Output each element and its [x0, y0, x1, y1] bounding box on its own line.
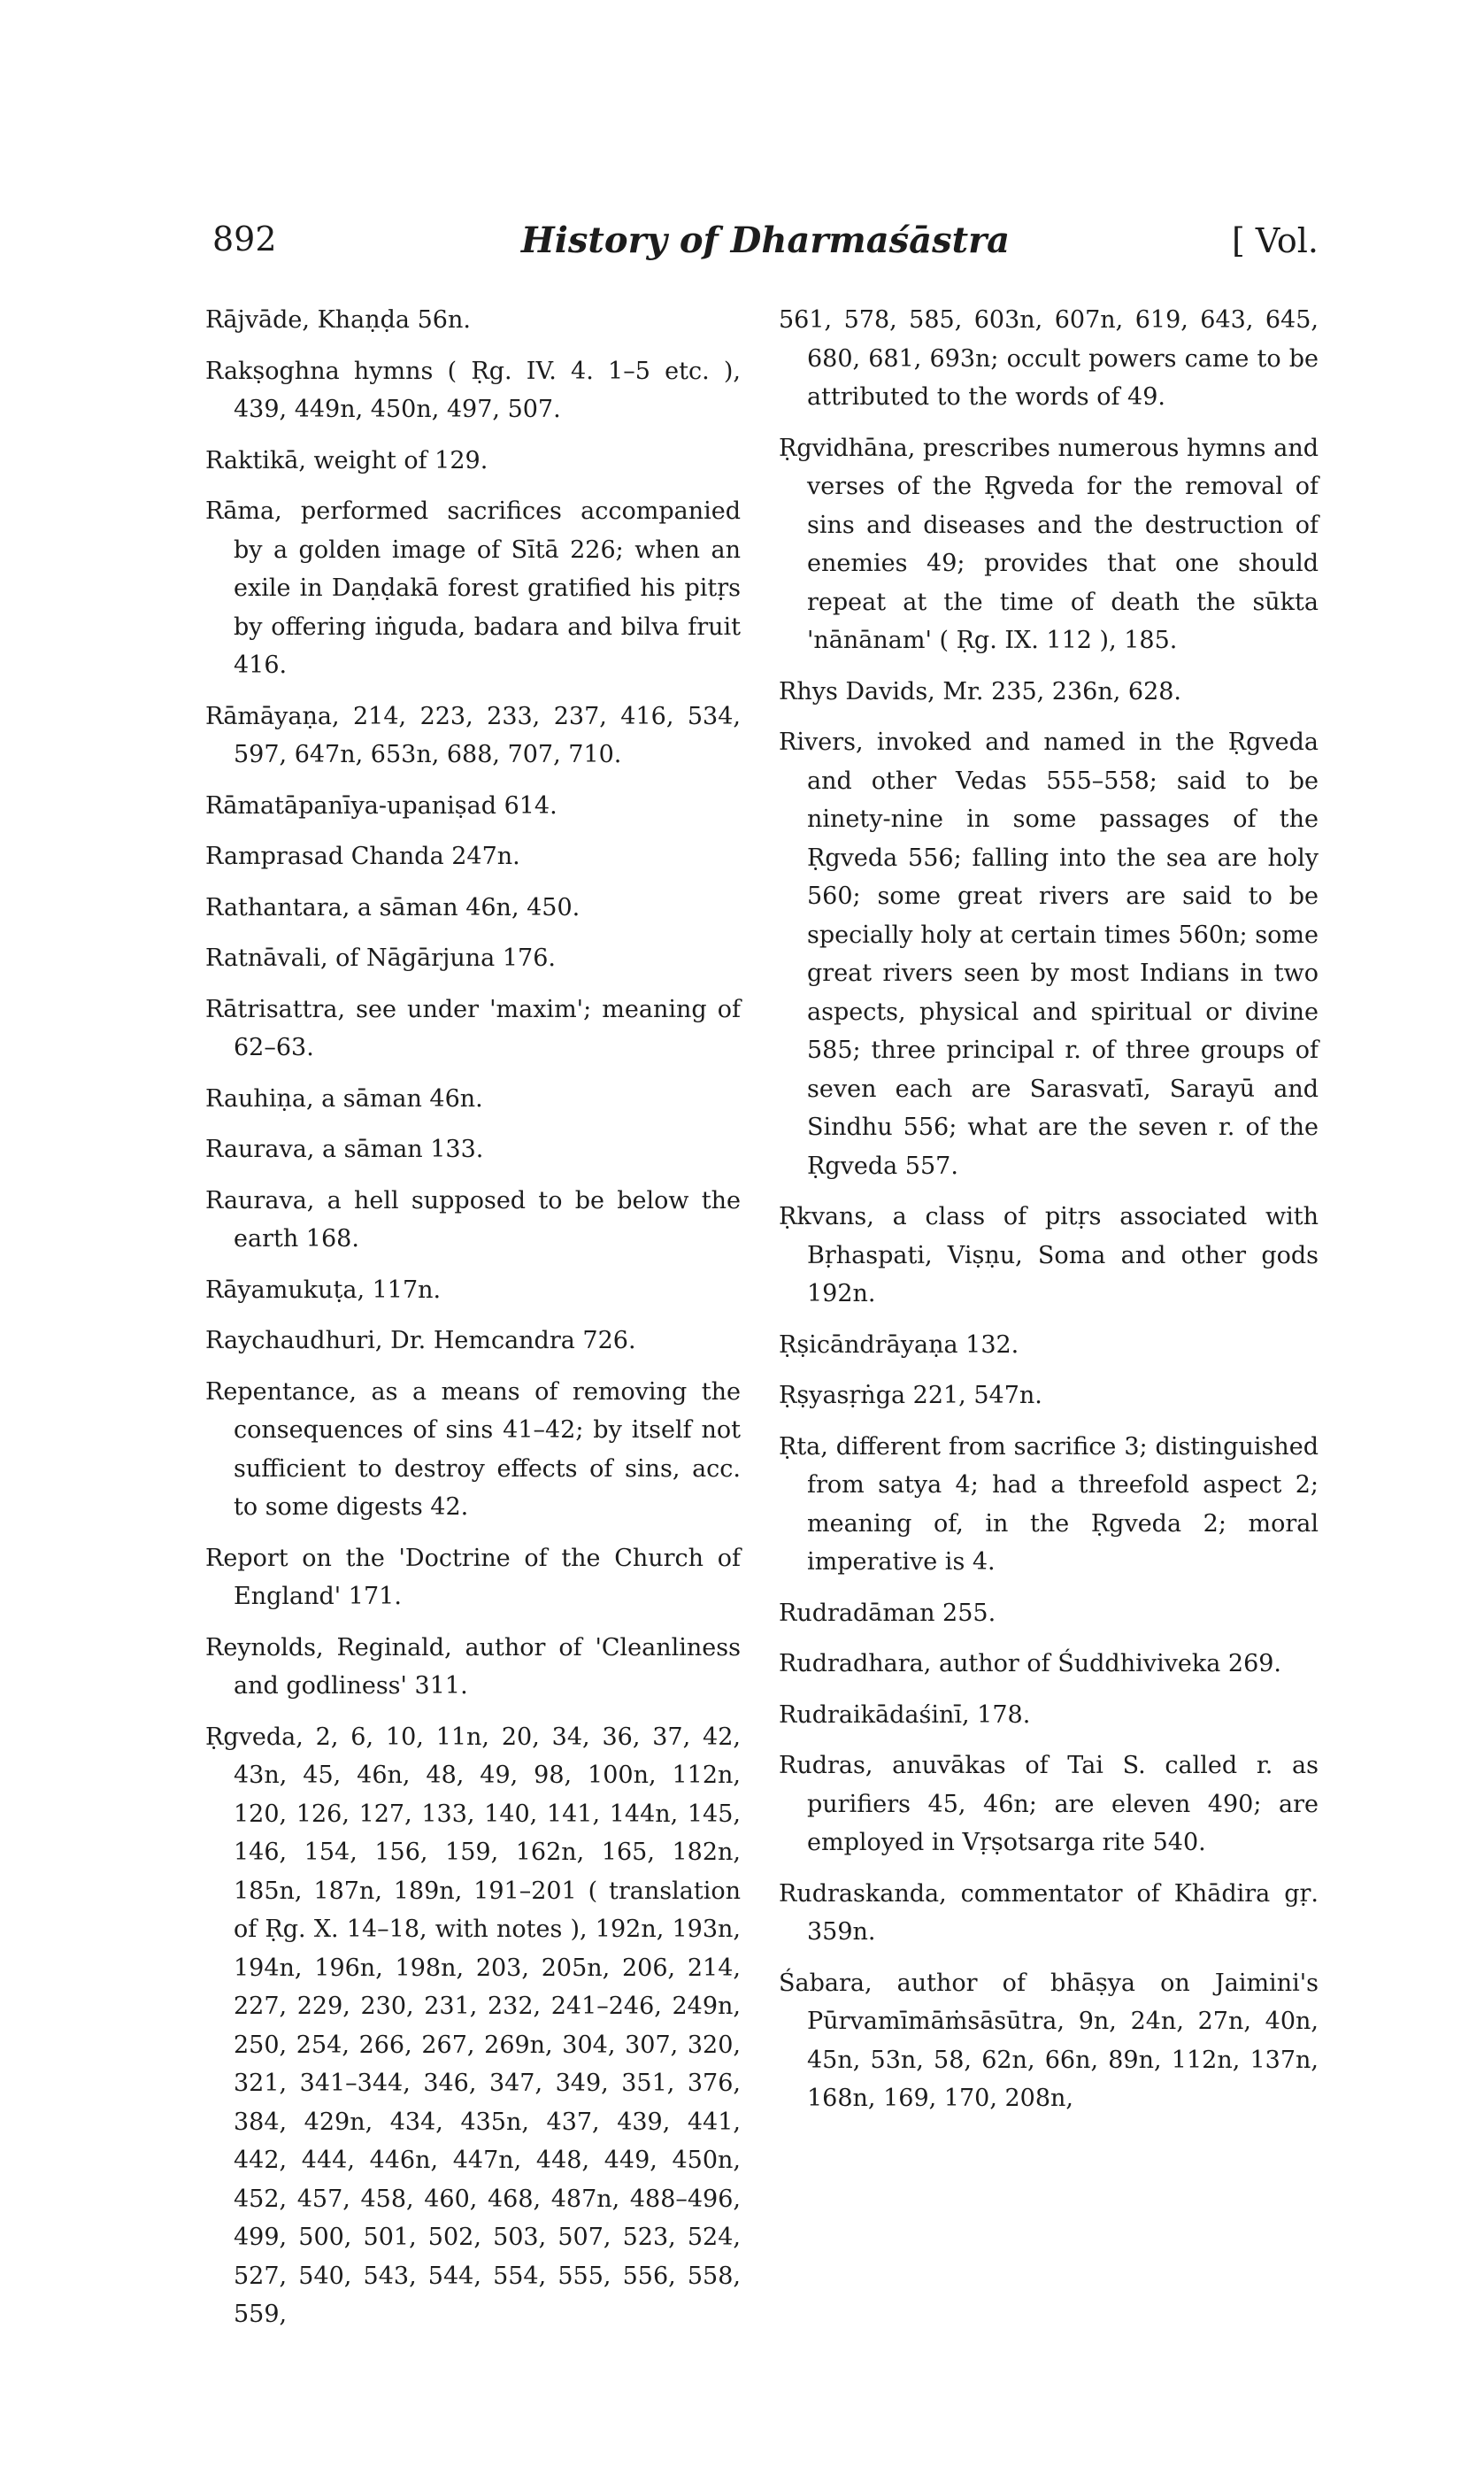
index-entry: Ratnāvali, of Nāgārjuna 176. [205, 944, 556, 972]
index-entry: Raurava, a sāman 133. [205, 1136, 484, 1163]
index-entry: Rudradāman 255. [779, 1599, 996, 1627]
index-entry: Rakṣoghna hymns ( Ṛg. IV. 4. 1–5 etc. ), 439, 449n, 450n, 497, 507. [205, 357, 741, 423]
index-entry: Rivers, invoked and named in the Ṛgveda and other Vedas 555–558; said to be ninety-nine in some passages of the Ṛgveda 556; falling into the sea are holy 560; some great rivers are said to be specially holy at certain times 560n; some great rivers seen by most Indians in two aspects, physical and spiritual or divine 585; three principal r. of three groups of seven each are Sarasvatī, Sarayū and Sindhu 556; what are the seven r. of the Ṛgveda 557. [779, 729, 1319, 1180]
index-entry: Ṛṣyasṛṅga 221, 547n. [779, 1382, 1042, 1409]
index-entry: Ṛṣicāndrāyaṇa 132. [779, 1330, 1019, 1359]
index-entry: Rātrisattra, see under 'maxim'; meaning of 62–63. [205, 995, 741, 1061]
index-column-right [779, 301, 1319, 2131]
index-entry: Rāmāyaṇa, 214, 223, 233, 237, 416, 534, 597, 647n, 653n, 688, 707, 710. [205, 702, 741, 768]
index-entry: Rudradhara, author of Śuddhiviveka 269. [779, 1650, 1282, 1677]
index-entry: Ṛkvans, a class of pitṛs associated with Bṛhaspati, Viṣṇu, Soma and other gods 192n. [779, 1203, 1319, 1307]
index-entry: Raychaudhuri, Dr. Hemcandra 726. [205, 1327, 636, 1354]
index-entry: Ṛta, different from sacrifice 3; distinguished from satya 4; had a threefold aspect 2; meaning of, in the Ṛgveda 2; moral imperative is 4. [779, 1432, 1319, 1576]
index-entry: Repentance, as a means of removing the consequences of sins 41–42; by itself not sufficient to destroy effects of sins, acc. to some digests 42. [205, 1377, 741, 1521]
index-entry: Rauhiṇa, a sāman 46n. [205, 1084, 483, 1113]
index-entry: Śabara, author of bhāṣya on Jaimini's Pūrvamīmāṁsāsūtra, 9n, 24n, 27n, 40n, 45n, 53n, 58, 62n, 66n, 89n, 112n, 137n, 168n, 169, 170, 208n, [779, 1969, 1319, 2112]
index-entry: Report on the 'Doctrine of the Church of England' 171. [205, 1544, 741, 1610]
index-column-left [205, 301, 741, 2347]
index-entry: Rudras, anuvākas of Tai S. called r. as purifiers 45, 46n; are eleven 490; are employed in Vṛṣotsarga rite 540. [779, 1752, 1319, 1856]
page-header [212, 220, 1319, 273]
index-entry: Reynolds, Reginald, author of 'Cleanliness and godliness' 311. [205, 1633, 741, 1700]
index-entry: Ṛgveda, 2, 6, 10, 11n, 20, 34, 36, 37, 42, 43n, 45, 46n, 48, 49, 98, 100n, 112n, 120, 126, 127, 133, 140, 141, 144n, 145, 146, 154, 156, 159, 162n, 165, 182n, 185n, 187n, 189n, 191–201 ( translation of Ṛg. X. 14–18, with notes ), 192n, 193n, 194n, 196n, 198n, 203, 205n, 206, 214, 227, 229, 230, 231, 232, 241–246, 249n, 250, 254, 266, 267, 269n, 304, 307, 320, 321, 341–344, 346, 347, 349, 351, 376, 384, 429n, 434, 435n, 437, 439, 441, 442, 444, 446n, 447n, 448, 449, 450n, 452, 457, 458, 460, 468, 487n, 488–496, 499, 500, 501, 502, 503, 507, 523, 524, 527, 540, 543, 544, 554, 555, 556, 558, 559, [205, 1723, 741, 2328]
index-entry: Rāyamukuṭa, 117n. [205, 1276, 442, 1304]
index-entry: Ramprasad Chanda 247n. [205, 843, 520, 870]
index-entry: Rudraskanda, commentator of Khādira gṛ. 359n. [779, 1879, 1319, 1946]
index-entry: Raktikā, weight of 129. [205, 446, 488, 474]
running-title: History of Dharmaśāstra [520, 220, 1011, 261]
index-entry: Rājvāde, Khaṇḍa 56n. [205, 306, 471, 334]
index-entry: 561, 578, 585, 603n, 607n, 619, 643, 645, 680, 681, 693n; occult powers came to be attributed to the words of 49. [779, 306, 1319, 411]
index-entry: Rāma, performed sacrifices accompanied by a golden image of Sītā 226; when an exile in Daṇḍakā forest gratified his pitṛs by offering iṅguda, badara and bilva fruit 416. [205, 497, 741, 679]
index-entry: Rudraikādaśinī, 178. [779, 1700, 1031, 1729]
index-entry: Rāmatāpanīya-upaniṣad 614. [205, 791, 557, 820]
volume-marker: [ Vol. [1232, 221, 1319, 260]
index-entry: Ṛgvidhāna, prescribes numerous hymns and verses of the Ṛgveda for the removal of sins and diseases and the destruction of enemies 49; provides that one should repeat at the time of death the sūkta 'nānānam' ( Ṛg. IX. 112 ), 185. [779, 434, 1319, 654]
index-entry: Raurava, a hell supposed to be below the earth 168. [205, 1186, 741, 1253]
index-entry: Rhys Davids, Mr. 235, 236n, 628. [779, 677, 1182, 705]
index-entry: Rathantara, a sāman 46n, 450. [205, 893, 581, 921]
page-number: 892 [212, 220, 277, 258]
